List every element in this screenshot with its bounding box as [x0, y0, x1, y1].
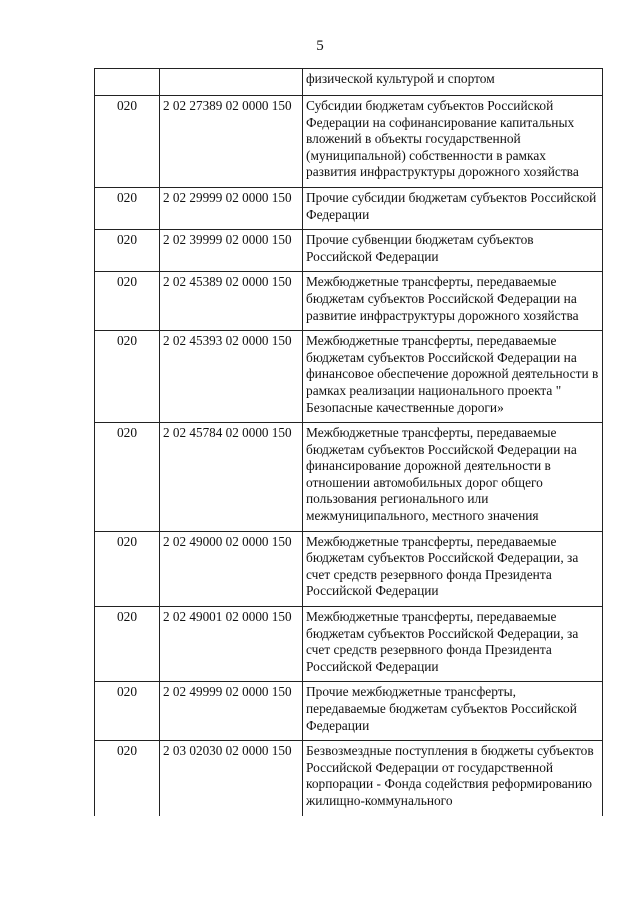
table-row — [95, 230, 603, 272]
table-row — [95, 96, 603, 188]
revenue-name-cell: Прочие межбюджетные трансферты, передаваемые бюджетам субъектов Российской Федерации — [303, 682, 603, 741]
budget-code-cell: 2 02 49001 02 0000 150 — [160, 607, 303, 682]
budget-code-cell: 2 02 49000 02 0000 150 — [160, 531, 303, 606]
table-row — [95, 682, 603, 741]
revenue-name-cell: Безвозмездные поступления в бюджеты субъектов Российской Федерации от государственной корпорации - Фонда содействия реформированию жилищно-коммунального — [303, 741, 603, 816]
budget-revenue-table — [94, 68, 603, 816]
budget-code-cell — [160, 69, 303, 96]
page-number: 5 — [316, 38, 324, 54]
budget-code-cell: 2 02 45784 02 0000 150 — [160, 423, 303, 532]
table-row — [95, 331, 603, 423]
revenue-name-cell: Субсидии бюджетам субъектов Российской Федерации на софинансирование капитальных вложений в объекты государственной (муниципальной) собственности в рамках развития инфраструктуры дорожного хозяйства — [303, 96, 603, 188]
table-row — [95, 423, 603, 532]
admin-code-cell: 020 — [95, 187, 160, 229]
budget-code-cell: 2 02 45393 02 0000 150 — [160, 331, 303, 423]
revenue-name-cell: Межбюджетные трансферты, передаваемые бюджетам субъектов Российской Федерации, за счет средств резервного фонда Президента Российской Федерации — [303, 531, 603, 606]
budget-code-cell: 2 03 02030 02 0000 150 — [160, 741, 303, 816]
admin-code-cell: 020 — [95, 272, 160, 331]
budget-code-cell: 2 02 27389 02 0000 150 — [160, 96, 303, 188]
revenue-name-cell: Межбюджетные трансферты, передаваемые бюджетам субъектов Российской Федерации на финансовое обеспечение дорожной деятельности в рамках реализации национального проекта " Безопасные качественные дороги» — [303, 331, 603, 423]
table-row — [95, 187, 603, 229]
revenue-name-cell: Межбюджетные трансферты, передаваемые бюджетам субъектов Российской Федерации на развитие инфраструктуры дорожного хозяйства — [303, 272, 603, 331]
table-row — [95, 607, 603, 682]
revenue-name-cell: Межбюджетные трансферты, передаваемые бюджетам субъектов Российской Федерации, за счет средств резервного фонда Президента Российской Федерации — [303, 607, 603, 682]
budget-code-cell: 2 02 49999 02 0000 150 — [160, 682, 303, 741]
admin-code-cell: 020 — [95, 423, 160, 532]
table-row — [95, 741, 603, 816]
admin-code-cell: 020 — [95, 331, 160, 423]
budget-code-cell: 2 02 39999 02 0000 150 — [160, 230, 303, 272]
admin-code-cell: 020 — [95, 96, 160, 188]
budget-code-cell: 2 02 45389 02 0000 150 — [160, 272, 303, 331]
revenue-name-cell: Межбюджетные трансферты, передаваемые бюджетам субъектов Российской Федерации на финансирование дорожной деятельности в отношении автомобильных дорог общего пользования регионального или межмуниципального, местного значения — [303, 423, 603, 532]
revenue-name-cell: Прочие субсидии бюджетам субъектов Российской Федерации — [303, 187, 603, 229]
admin-code-cell: 020 — [95, 230, 160, 272]
table-row — [95, 69, 603, 96]
admin-code-cell: 020 — [95, 741, 160, 816]
admin-code-cell: 020 — [95, 531, 160, 606]
revenue-name-cell: физической культурой и спортом — [303, 69, 603, 96]
table-row — [95, 272, 603, 331]
revenue-name-cell: Прочие субвенции бюджетам субъектов Российской Федерации — [303, 230, 603, 272]
budget-code-cell: 2 02 29999 02 0000 150 — [160, 187, 303, 229]
admin-code-cell: 020 — [95, 682, 160, 741]
admin-code-cell: 020 — [95, 607, 160, 682]
table-row — [95, 531, 603, 606]
admin-code-cell — [95, 69, 160, 96]
